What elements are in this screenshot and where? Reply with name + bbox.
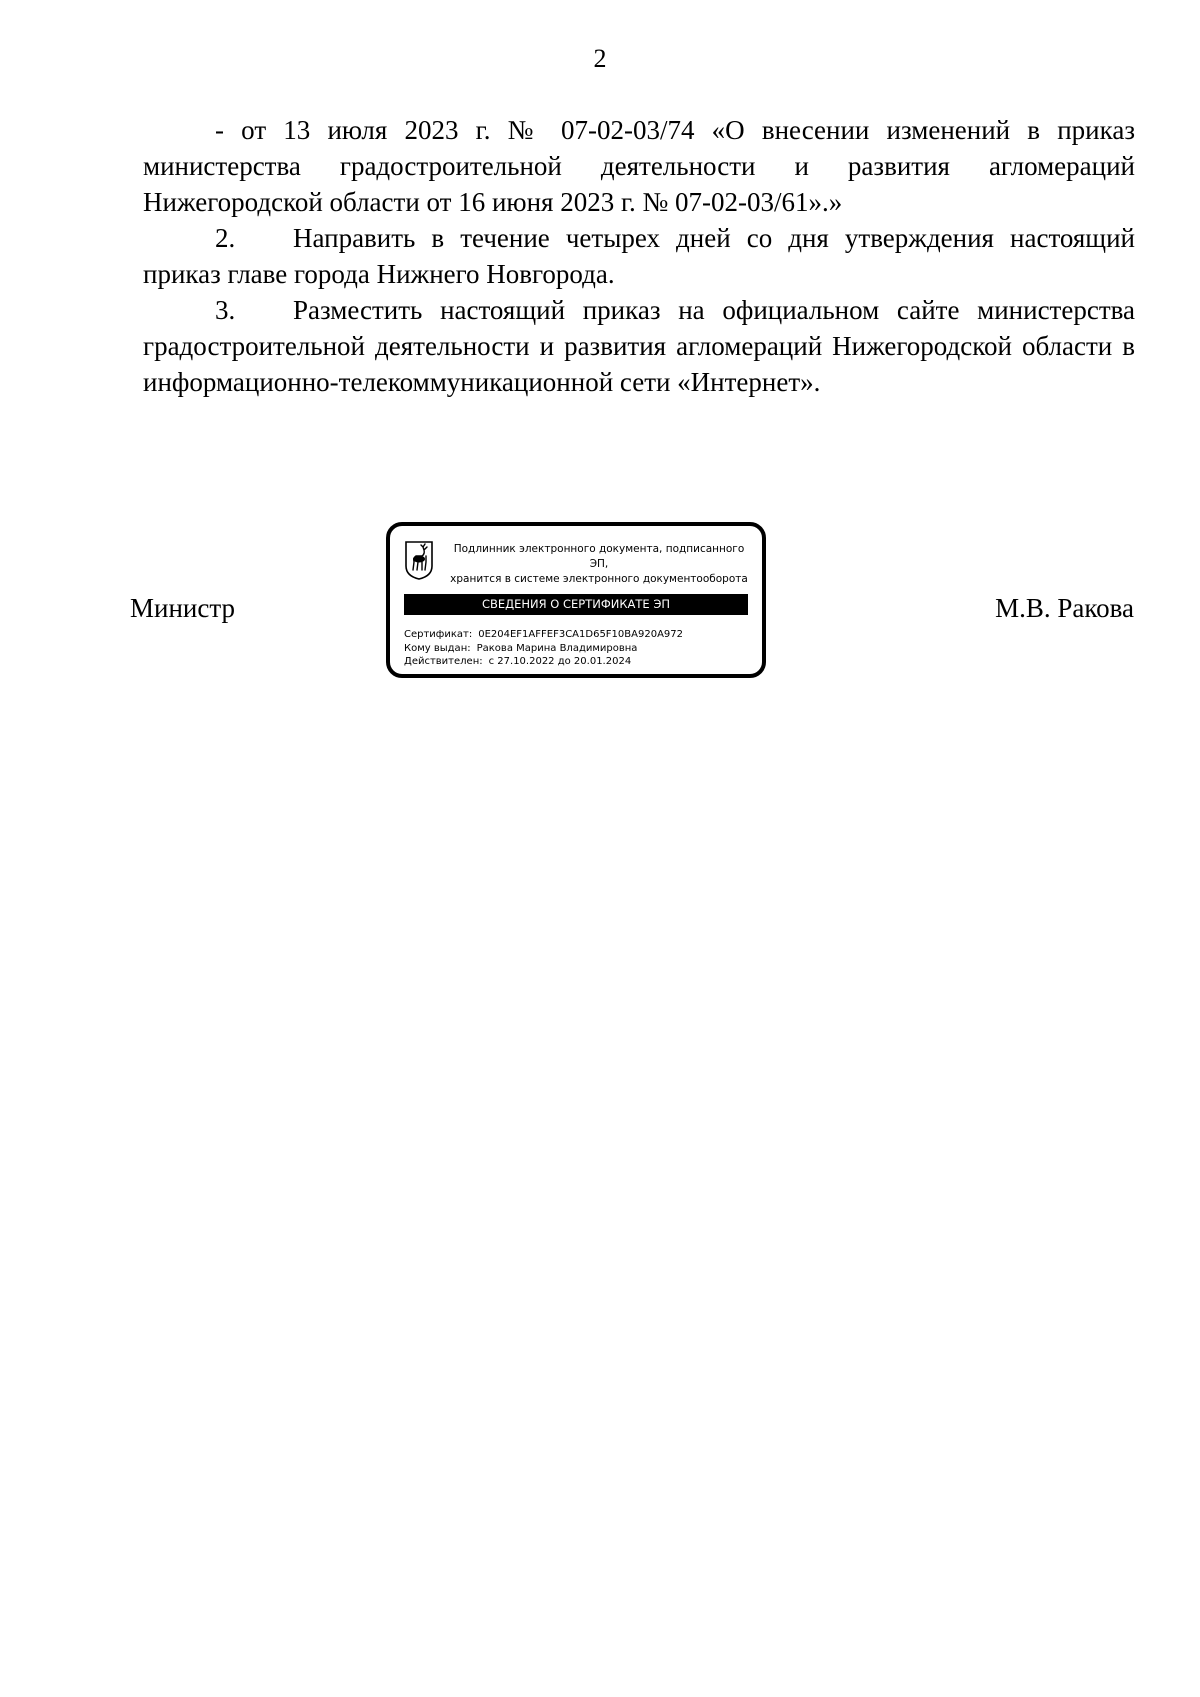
paragraph-text: Разместить настоящий приказ на официальном сайте министерства градостроительной деятельности и развития агломераций Нижегородской области в информационно-телекоммуникационной сети «Интернет». (143, 295, 1135, 397)
paragraph-number: 3. (215, 295, 236, 325)
deer-coat-of-arms-icon (404, 540, 434, 580)
document-body (143, 112, 1135, 400)
certificate-row (404, 628, 683, 642)
paragraph-amendment (143, 112, 1135, 220)
valid-period-row (404, 655, 683, 669)
certificate-label: Сертификат: (404, 629, 473, 640)
paragraph-number: 2. (215, 223, 236, 253)
stamp-header-line: хранится в системе электронного документооборота (450, 573, 748, 585)
issued-to-label: Кому выдан: (404, 642, 471, 654)
signatory-name: М.В. Ракова (995, 593, 1134, 623)
stamp-header (444, 542, 754, 587)
issued-to-value: Ракова Марина Владимировна (476, 642, 638, 654)
certificate-value: 0E204EF1AFFEF3CA1D65F10BA920A972 (478, 629, 683, 640)
valid-period-value: с 27.10.2022 до 20.01.2024 (488, 656, 632, 667)
paragraph-text: - от 13 июля 2023 г. № 07-02-03/74 «О внесении изменений в приказ министерства градостроительной деятельности и развития агломераций Нижегородской области от 16 июня 2023 г. № 07-02-03/61».» (143, 115, 1135, 217)
electronic-signature-stamp (386, 522, 766, 678)
paragraph-2 (143, 220, 1135, 292)
paragraph-3 (143, 292, 1135, 400)
certificate-details (404, 628, 683, 669)
signatory-position: Министр (130, 593, 235, 623)
stamp-header-line: Подлинник электронного документа, подписанного ЭП, (453, 543, 745, 570)
stamp-title-bar: СВЕДЕНИЯ О СЕРТИФИКАТЕ ЭП (404, 594, 748, 615)
valid-period-label: Действителен: (404, 656, 483, 667)
page-number: 2 (593, 44, 607, 73)
paragraph-text: Направить в течение четырех дней со дня утверждения настоящий приказ главе города Нижнего Новгорода. (143, 223, 1135, 289)
issued-to-row (404, 642, 683, 656)
